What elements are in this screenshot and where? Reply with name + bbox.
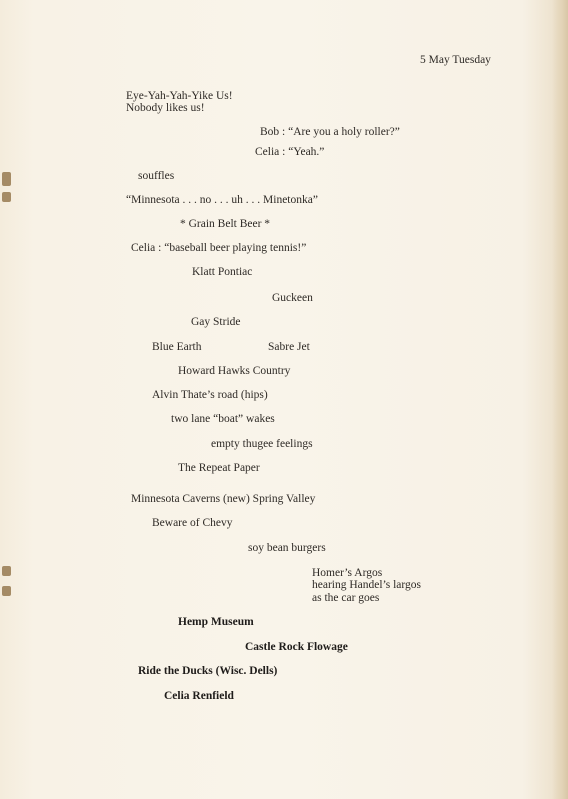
poem-line: Homer’s Argos — [312, 567, 383, 579]
poem-line: Sabre Jet — [268, 341, 310, 353]
poem-line: empty thugee feelings — [211, 438, 313, 450]
binding-mark-top — [2, 172, 11, 186]
poem-line: hearing Handel’s largos — [312, 579, 422, 591]
poem-line: as the car goes — [312, 592, 380, 604]
binding-mark-top-2 — [2, 192, 11, 202]
poem-line: Celia : “baseball beer playing tennis!” — [131, 242, 307, 254]
poem-line: souffles — [138, 170, 175, 182]
poem-line: Castle Rock Flowage — [245, 641, 348, 653]
poem-line: two lane “boat” wakes — [171, 413, 275, 425]
page-edge-shadow — [552, 0, 568, 799]
poem-line: * Grain Belt Beer * — [180, 218, 271, 230]
binding-mark-bottom-2 — [2, 586, 11, 596]
poem-line: Beware of Chevy — [152, 517, 233, 529]
poem-line: Nobody likes us! — [126, 102, 205, 114]
page-date: 5 May Tuesday — [420, 54, 491, 66]
poem-line: soy bean burgers — [248, 542, 326, 554]
poem-line: “Minnesota . . . no . . . uh . . . Minetonka” — [126, 194, 318, 206]
poem-line: Howard Hawks Country — [178, 365, 291, 377]
poem-line: Minnesota Caverns (new) Spring Valley — [131, 493, 316, 505]
poem-line: Guckeen — [272, 292, 313, 304]
poem-line: Eye-Yah-Yah-Yike Us! — [126, 90, 233, 102]
poem-line: Alvin Thate’s road (hips) — [152, 389, 268, 401]
poem-line: Blue Earth — [152, 341, 202, 353]
poem-line: The Repeat Paper — [178, 462, 260, 474]
poem-line: Klatt Pontiac — [192, 266, 253, 278]
poem-line: Ride the Ducks (Wisc. Dells) — [138, 665, 278, 677]
binding-mark-bottom — [2, 566, 11, 576]
poem-line: Hemp Museum — [178, 616, 254, 628]
poem-line: Celia Renfield — [164, 690, 234, 702]
poem-line: Bob : “Are you a holy roller?” — [260, 126, 400, 138]
poem-line: Gay Stride — [191, 316, 241, 328]
poem-line: Celia : “Yeah.” — [255, 146, 325, 158]
